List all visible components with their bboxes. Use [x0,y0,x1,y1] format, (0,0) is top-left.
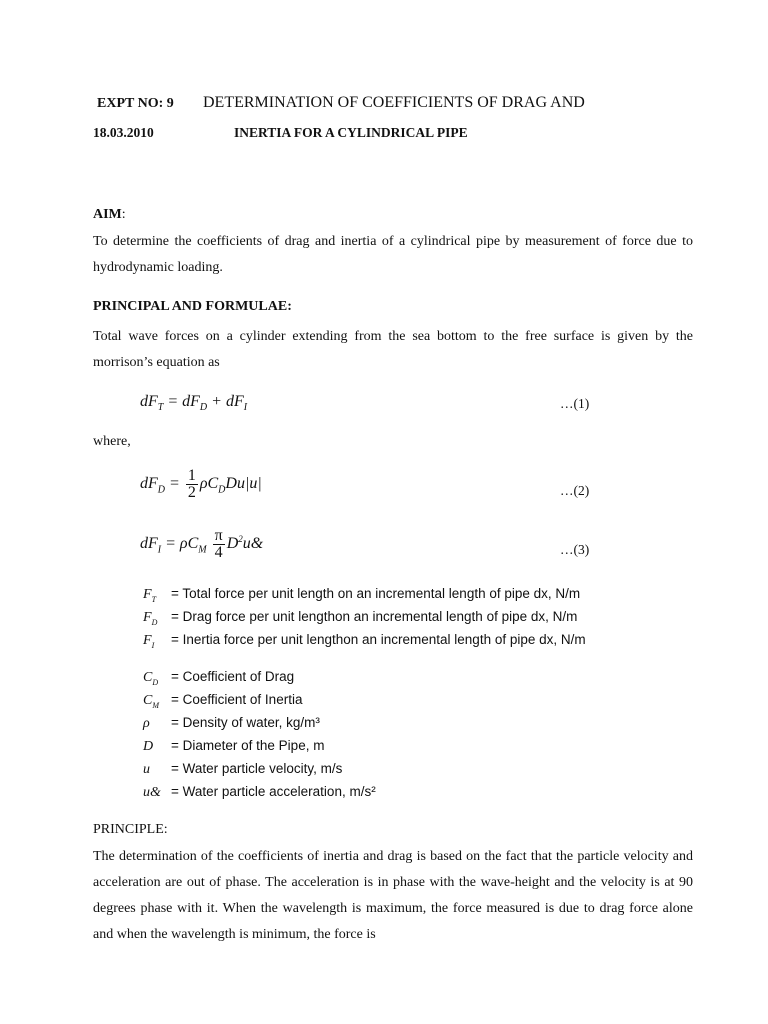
aim-heading: AIM: [93,207,126,222]
equation-drag-force: $dF_D$ = $\frac{1}{2}$ $\rho C_DDu|u|$ [140,467,262,501]
principle-heading: PRINCIPLE: [93,822,168,837]
definition-total-force: $F_T$ = Total force per unit length on an incremental length of pipe dx, N/m [143,586,581,604]
definition-density: ρ = Density of water, kg/m³ [143,715,320,731]
definition-velocity: u = Water particle velocity, m/s [143,761,343,777]
document-title-line1: DETERMINATION OF COEFFICIENTS OF DRAG AND [203,94,585,111]
principal-intro: Total wave forces on a cylinder extending from the sea bottom to the free surface is given by the morrison’s equation as [93,329,693,370]
principal-heading: PRINCIPAL AND FORMULAE: [93,299,292,314]
definition-drag-force: $F_D$ = Drag force per unit lengthon an incremental length of pipe dx, N/m [143,609,578,627]
experiment-date: 18.03.2010 [93,125,154,140]
equation-number-3: …(3) [560,542,590,557]
definition-symbol: $C_M$ [143,693,160,710]
equation-number-1: …(1) [560,396,590,411]
equation-number-2: …(2) [560,483,590,498]
definition-symbol: u [143,762,150,777]
equation-inertia-force: $dF_I = \rho C_M$ $\frac{\pi}{4}$ $D^2u\&$ [140,527,264,561]
definition-drag-coefficient: $C_D$ = Coefficient of Drag [143,669,295,687]
where-label: where, [93,434,131,449]
definition-symbol: $F_I$ [143,633,155,650]
definition-symbol: $F_T$ [143,587,157,604]
definition-symbol: $C_D$ [143,670,159,687]
definition-symbol: D [143,739,154,754]
definition-symbol: $F_D$ [143,610,158,627]
experiment-number: EXPT NO: 9 [97,96,174,111]
document-title-line2: INERTIA FOR A CYLINDRICAL PIPE [234,125,468,140]
definition-diameter: D = Diameter of the Pipe, m [143,738,325,754]
equation-total-force: $dF_T = dF_D + dF_I$ [140,393,248,414]
definition-acceleration: u& = Water particle acceleration, m/s² [143,784,376,800]
definition-inertia-coefficient: $C_M$ = Coefficient of Inertia [143,692,303,710]
definition-symbol: ρ [143,716,150,731]
definition-symbol: u& [143,785,161,800]
principle-text: The determination of the coefficients of inertia and drag is based on the fact that the particle velocity and acceleration are out of phase. The acceleration is in phase with the wave-height and the velocity is at 90 degrees phase with it. When the wavelength is maximum, the force measured is due to drag force alone and when the wavelength is minimum, the force is [93,849,693,942]
aim-text: To determine the coefficients of drag and inertia of a cylindrical pipe by measurement of force due to hydrodynamic loading. [93,234,693,275]
definition-inertia-force: $F_I$ = Inertia force per unit lengthon an incremental length of pipe dx, N/m [143,632,586,650]
